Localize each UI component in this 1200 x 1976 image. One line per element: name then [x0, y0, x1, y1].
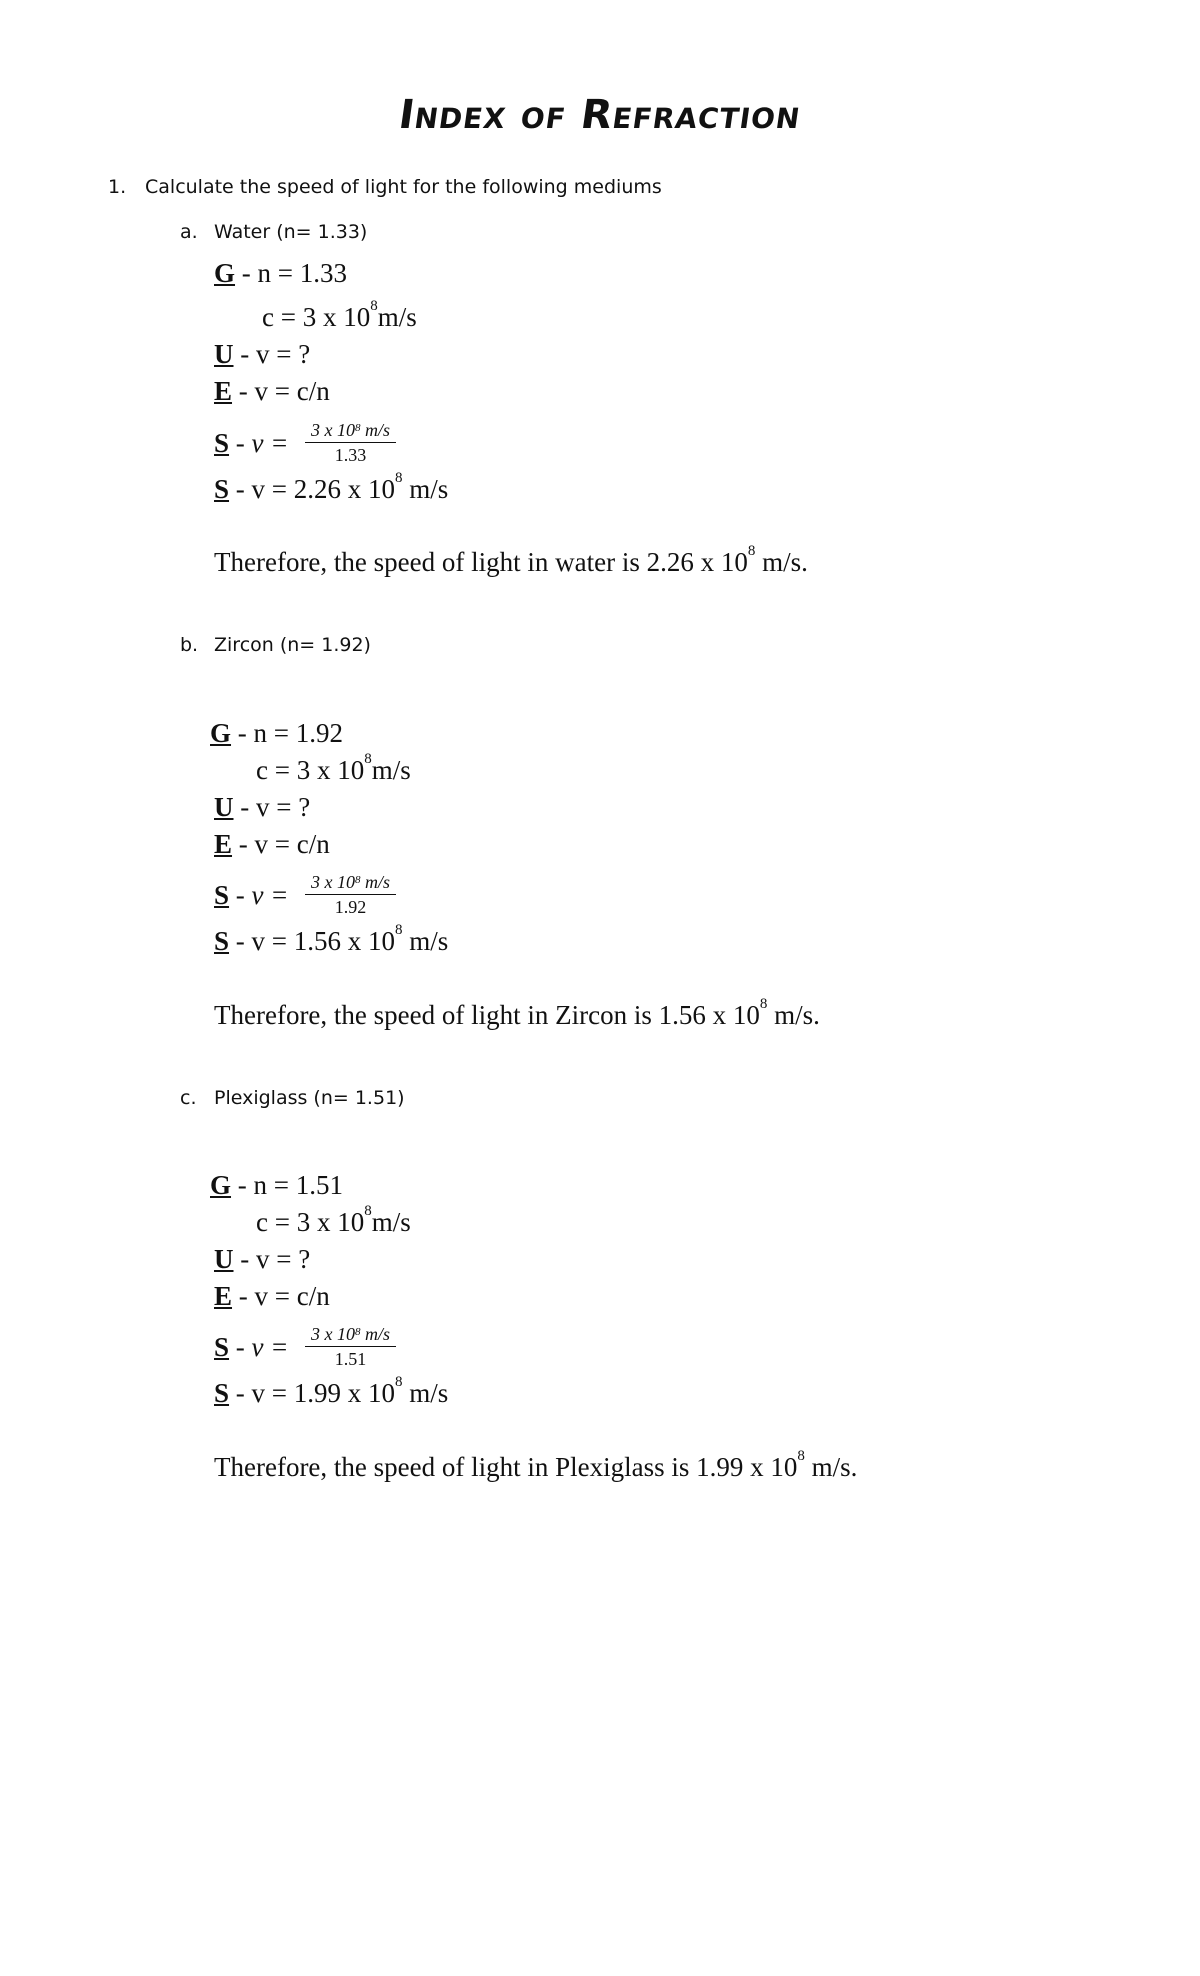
given-c-line	[262, 298, 417, 333]
given-text: - n = 1.92	[231, 718, 343, 748]
fraction	[305, 418, 396, 467]
part-letter: a.	[180, 221, 198, 243]
c-base: c = 3 x 10	[262, 302, 371, 332]
part-letter: c.	[180, 1087, 197, 1109]
substitute-letter: S	[214, 428, 230, 458]
solve-line: S - v = 1.56 x $10^8$ m/s	[214, 922, 449, 956]
question-number: 1.	[108, 176, 127, 198]
fraction-denominator: 1.33	[334, 445, 367, 465]
substitute-var: - v =	[229, 428, 289, 458]
unknown-line: U - v = ?	[214, 1244, 311, 1274]
fraction-numerator: 3 x $10^8$ m/s	[305, 870, 396, 895]
given-letter: G	[210, 718, 232, 748]
given-line: G - n = 1.51	[210, 1170, 343, 1200]
question-text: Calculate the speed of light for the following mediums	[145, 176, 662, 198]
given-letter: G	[214, 258, 236, 288]
fraction-numerator: 3 x $10^8$ m/s	[305, 418, 396, 443]
solve-letter: S	[214, 474, 230, 504]
equation-letter: E	[214, 376, 233, 406]
given-c-line: c = 3 x $10^8m/s$	[256, 751, 411, 785]
given-c-line: c = 3 x $10^8m/s$	[256, 1203, 411, 1237]
given-text: - n = 1.33	[235, 258, 347, 288]
therefore-statement: Therefore, the speed of light in Plexiglass is 1.99 x $10^8$ m/s.	[214, 1448, 858, 1482]
solve-line: S - v = 1.99 x $10^8$ m/s	[214, 1374, 449, 1408]
substitute-line: S - v =	[214, 1332, 289, 1362]
fraction	[305, 1322, 396, 1371]
c-exponent: 8	[370, 298, 378, 314]
fraction-denominator: 1.51	[334, 1349, 367, 1369]
therefore-statement: Therefore, the speed of light in Zircon is 1.56 x $10^8$ m/s.	[214, 996, 820, 1030]
c-unit: m/s	[377, 302, 417, 332]
solve-line: S - v = 2.26 x $10^8$ m/s	[214, 470, 449, 504]
equation-line: E - v = c/n	[214, 1281, 330, 1311]
part-heading: Plexiglass (n= 1.51)	[214, 1087, 405, 1109]
fraction-denominator: 1.92	[334, 897, 367, 917]
equation-line: E - v = c/n	[214, 829, 330, 859]
unknown-line: U - v = ?	[214, 792, 311, 822]
equation-line	[214, 376, 330, 407]
page-title: Index of Refraction	[395, 92, 805, 138]
part-heading: Zircon (n= 1.92)	[214, 634, 371, 656]
part-heading: Water (n= 1.33)	[214, 221, 368, 243]
unknown-line	[214, 339, 310, 370]
part-letter: b.	[180, 634, 199, 656]
unknown-letter: U	[214, 339, 234, 369]
equation-text: - v = c/n	[232, 376, 330, 406]
fraction-numerator: 3 x $10^8$ m/s	[305, 1322, 396, 1347]
substitute-line	[214, 428, 288, 459]
fraction	[305, 870, 396, 919]
given-line	[214, 258, 347, 289]
given-line	[210, 718, 343, 749]
substitute-line: S - v =	[214, 880, 289, 910]
unknown-text: - v = ?	[233, 339, 311, 369]
therefore-statement: Therefore, the speed of light in water is 2.26 x $10^8$ m/s.	[214, 543, 808, 577]
